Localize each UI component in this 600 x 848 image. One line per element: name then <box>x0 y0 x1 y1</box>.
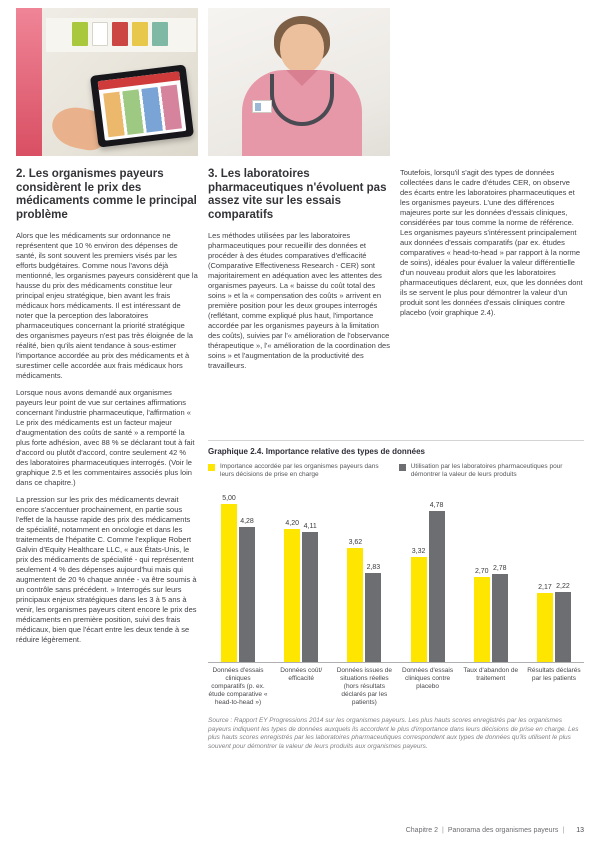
bar-column <box>555 583 571 662</box>
legend-item-payeurs <box>208 463 385 479</box>
bar-group <box>208 495 268 662</box>
page-number: 13 <box>576 827 584 834</box>
bar-value-label: 4,78 <box>429 502 444 509</box>
bar <box>221 504 237 662</box>
category-label: Données coût/ efficacité <box>280 667 323 682</box>
chart-figure <box>208 440 584 751</box>
bar-group <box>461 565 521 662</box>
nurse-head <box>280 24 324 74</box>
bar-column <box>221 495 237 662</box>
medicine-box <box>92 22 108 46</box>
medicine-box <box>112 22 128 46</box>
medicine-box <box>132 22 148 46</box>
footer-report-title: Panorama des organismes payeurs <box>447 827 559 834</box>
photo-tablet-pharmacy <box>16 8 198 156</box>
bar-value-label: 2,83 <box>366 564 381 571</box>
bar-column <box>474 568 490 662</box>
bar-column <box>411 548 427 662</box>
bar <box>347 548 363 662</box>
category-label: Taux d'abandon de traitement <box>463 667 519 682</box>
id-badge <box>252 100 272 113</box>
bar-column <box>429 502 445 662</box>
bar-column <box>347 539 363 662</box>
bar <box>537 593 553 662</box>
tablet-product-grid <box>103 85 182 138</box>
footer-chapter: Chapitre 2 <box>405 827 439 834</box>
category-label: Résultats déclarés par les patients <box>527 667 581 682</box>
bar-value-label: 4,28 <box>240 518 254 525</box>
paragraph: Les méthodes utilisées par les laboratoires pharmaceutiques pour recueillir des données et procéder à des études comparatives d'efficacité (Comparative Effectiveness Research - CER) sont majoritairement en adéquation avec les attentes des organismes payeurs. La « baisse du coût total des soins » et la « compensation des coûts » arrivent en première position pour les deux groupes interrogés (reflétant, comme expliqué plus haut, l'importance accordée par les organismes payeurs à la limitation des coûts), suivies par l'« amélioration de l'observance thérapeutique », l'« amélioration de la coordination des soins » et l'augmentation de la productivité des travailleurs. <box>208 231 390 370</box>
paragraph: Lorsque nous avons demandé aux organismes payeurs leur point de vue sur certaines affirmations concernant l'industrie pharmaceutique, l'affirmation « Le prix des médicaments est un facteur majeur d'augmentation des coûts de santé » a remporté la plus forte adhésion, avec 88 % se déclarant tout à fait d'accord ou plutôt d'accord, contre seulement 42 % des laboratoires pharmaceutiques interrogés. (Voir le graphique 2.5 et les commentaires associés plus loin dans ce chapitre.) <box>16 388 195 487</box>
bar-value-label: 4,11 <box>303 523 317 530</box>
bar <box>555 592 571 662</box>
bar-value-label: 2,70 <box>474 568 489 575</box>
paragraph: Toutefois, lorsqu'il s'agit des types de données collectées dans le cadre d'études CER, on observe des écarts entre les laboratoires pharmaceutiques et les organismes payeurs. L'une des différences majeures porte sur les données d'essais cliniques, considérées par tous comme la norme de référence. Les organismes payeurs s'intéressent principalement aux données d'essais comparatifs (par ex. études comparatives « head-to-head » par rapport à la norme de soins), idéales pour évaluer la valeur différentielle d'un nouveau produit alors que les laboratoires pharmaceutiques déclarent, eux, que les données dont ils se servent le plus pour démontrer la valeur d'un produit sont les données d'essais cliniques contre placebo (voir graphique 2.4). <box>400 168 583 317</box>
bar-column <box>239 518 255 662</box>
bar-group <box>334 539 394 662</box>
tablet-screen <box>98 71 187 141</box>
bar <box>411 557 427 662</box>
bar <box>284 529 300 662</box>
section-3-heading: 3. Les laboratoires pharmaceutiques n'évoluent pas assez vite sur les essais comparatifs <box>208 168 387 221</box>
bar-column <box>537 584 553 662</box>
bar-column <box>284 520 300 662</box>
bar-value-label: 5,00 <box>222 495 236 502</box>
chart-source-note: Source : Rapport EY Progressions 2014 sur les organismes payeurs. Les plus hauts scores enregistrés par les organismes payeurs indiquent les types de données auxquels ils accordent le plus d'importance dans leurs décisions de prise en charge. Les plus hauts scores enregistrés par les laboratoires pharmaceutiques correspondent aux types de données qu'ils utilisent le plus souvent pour démontrer la valeur de leurs produits aux organismes payeurs. <box>208 717 579 750</box>
bar-column <box>492 565 508 662</box>
footer-separator: | <box>442 827 444 834</box>
category-label: Données d'essais cliniques contre placebo <box>402 667 454 690</box>
legend-label: Importance accordée par les organismes payeurs dans leurs décisions de prise en charge <box>220 463 379 478</box>
pink-foreground-object <box>16 8 42 156</box>
column-1 <box>16 168 198 652</box>
category-label: Données issues de situations réelles (hors résultats déclarés par les patients) <box>336 667 393 706</box>
medicine-box <box>72 22 88 46</box>
bar-value-label: 2,17 <box>538 584 552 591</box>
column-2 <box>208 168 390 378</box>
bar-group <box>524 583 584 662</box>
bar-value-label: 3,62 <box>348 539 363 546</box>
bar-value-label: 4,20 <box>285 520 299 527</box>
chart-title: Graphique 2.4. Importance relative des types de données <box>208 447 425 456</box>
bar-column <box>302 523 318 662</box>
bar-value-label: 2,78 <box>492 565 507 572</box>
paragraph: Alors que les médicaments sur ordonnance ne représentent que 10 % environ des dépenses de santé, ils sont souvent les premiers visés par les efforts budgétaires. Comme nous l'avons déjà mentionné, les organismes payeurs considèrent que la hausse du prix des médicaments constitue leur principal enjeu stratégique, bien avant les frais médicaux hors médicaments. Il est intéressant de noter que la perception des laboratoires pharmaceutiques concernant la priorité stratégique des organismes payeurs n'est pas très éloignée de la réalité, bien qu'ils aient tendance à sous-estimer l'importance accordée au prix des médicaments et à surestimer celle accordée aux frais médicaux hors médicaments. <box>16 231 198 380</box>
tablet <box>90 64 194 147</box>
footer-separator: | <box>562 827 565 834</box>
photo-nurse <box>208 8 390 156</box>
bar-value-label: 2,22 <box>556 583 570 590</box>
bar <box>429 511 445 662</box>
chart-legend <box>208 463 584 479</box>
bar-value-label: 3,32 <box>411 548 426 555</box>
bar <box>492 574 508 662</box>
section-2-heading: 2. Les organismes payeurs considèrent le prix des médicaments comme le principal problème <box>16 168 197 221</box>
column-3 <box>400 168 584 325</box>
legend-item-laboratoires <box>399 463 576 479</box>
bar <box>474 577 490 662</box>
legend-swatch-gray <box>399 464 406 471</box>
bar-column <box>365 564 381 662</box>
chart-bars <box>208 491 584 663</box>
page-footer <box>406 827 584 834</box>
legend-swatch-yellow <box>208 464 215 471</box>
category-label: Données d'essais cliniques comparatifs (p. ex. étude comparative « head-to-head ») <box>208 667 268 706</box>
bar-group <box>271 520 331 662</box>
bar <box>239 527 255 662</box>
bar-group <box>398 502 458 662</box>
chart-categories <box>208 667 584 707</box>
bar <box>302 532 318 662</box>
bar <box>365 573 381 662</box>
medicine-box <box>152 22 168 46</box>
paragraph: La pression sur les prix des médicaments devrait encore s'accentuer prochainement, en partie sous l'effet de la hausse rapide des prix des médicaments de spécialité, notamment en oncologie et dans les traitements de l'hépatite C. Comme l'explique Robert Galvin d'Equity Healthcare LLC, « aux États-Unis, le prix des médicaments de spécialité - qui représentent seulement 4 % des dépenses aujourd'hui mais qui augmentent de 20 % chaque année - va être soumis à un contrôle sans précédent. » Interrogés sur leurs principaux enjeux stratégiques dans les 3 à 5 ans à venir, les organismes payeurs citent encore le prix des médicaments en première position, suivi des frais médicaux, bien que l'écart entre les deux tende à se réduire légèrement. <box>16 495 197 644</box>
legend-label: Utilisation par les laboratoires pharmaceutiques pour démontrer la valeur de leurs produits <box>410 463 563 478</box>
